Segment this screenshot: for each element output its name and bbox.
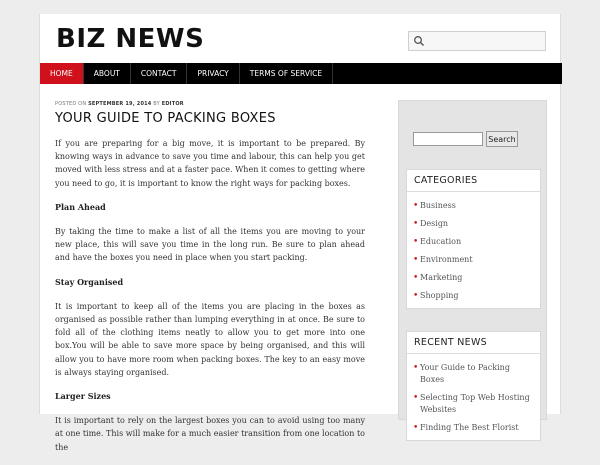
search-icon [413,35,425,47]
post-paragraph: It is important to keep all of the items you are placing in the boxes as organised as possible rather than lumping everything in at once. Be sure to fold all of the clothing items neatly to allow you to get more into one box.You will be able to save more space by being organised, and this will allow you to have more room when packing boxes. The key to an easy move is always staying organised. [55,301,365,377]
site-header [40,14,562,62]
post-paragraph: It is important to rely on the largest boxes you can to avoid using too many at one time. This will make for a much easier transition from one location to the [55,416,365,452]
category-link[interactable]: • Marketing [413,272,533,284]
nav-item-contact[interactable]: CONTACT [131,63,188,84]
sidebar-search-button[interactable]: Search [486,131,518,147]
post-paragraph: If you are preparing for a big move, it is important to be prepared. By knowing ways in advance to save you time and labour, this can help you get moved with less stress and at a faster pace. When it comes to getting where you need to go, it is important to know the right ways for packing boxes. [55,139,365,188]
category-link[interactable]: • Business [413,200,533,212]
page-wrapper [39,14,561,452]
post-subheading: Stay Organised [55,276,124,287]
site-title[interactable]: BIZ NEWS [56,24,205,54]
post-title: YOUR GUIDE TO PACKING BOXES [55,111,276,126]
recent-news-link[interactable]: • Selecting Top Web Hosting Websites [413,392,533,416]
nav-item-about[interactable]: ABOUT [84,63,131,84]
recent-news-title: RECENT NEWS [407,332,540,354]
post-body [55,137,365,454]
sidebar-search-input[interactable] [413,132,483,146]
post-meta-by: BY [153,101,160,107]
nav-item-privacy[interactable]: PRIVACY [187,63,239,84]
recent-news-widget [406,331,541,441]
post-subheading: Plan Ahead [55,201,106,212]
recent-news-link[interactable]: • Finding The Best Florist [413,422,533,434]
categories-widget [406,169,541,309]
sidebar [398,100,547,432]
main-nav [40,63,562,84]
post-content [55,100,365,465]
header-search-input[interactable] [427,33,543,49]
header-search[interactable] [408,31,546,51]
post-date[interactable]: SEPTEMBER 19, 2014 [88,101,152,107]
category-link[interactable]: • Design [413,218,533,230]
recent-news-link[interactable]: • Your Guide to Packing Boxes [413,362,533,386]
post-meta [55,100,365,108]
nav-item-terms[interactable]: TERMS OF SERVICE [240,63,333,84]
post-author[interactable]: EDITOR [161,101,184,107]
category-link[interactable]: • Environment [413,254,533,266]
categories-title: CATEGORIES [407,170,540,192]
category-link[interactable]: • Education [413,236,533,248]
post-meta-prefix: POSTED ON [55,101,87,107]
post-subheading: Larger Sizes [55,391,111,402]
post-paragraph: By taking the time to make a list of all the items you are moving to your new place, this will save you time in the long run. Be sure to plan ahead and have the boxes you need in place when you start packing. [55,227,365,263]
nav-item-home[interactable]: HOME [40,63,84,84]
category-link[interactable]: • Shopping [413,290,533,302]
